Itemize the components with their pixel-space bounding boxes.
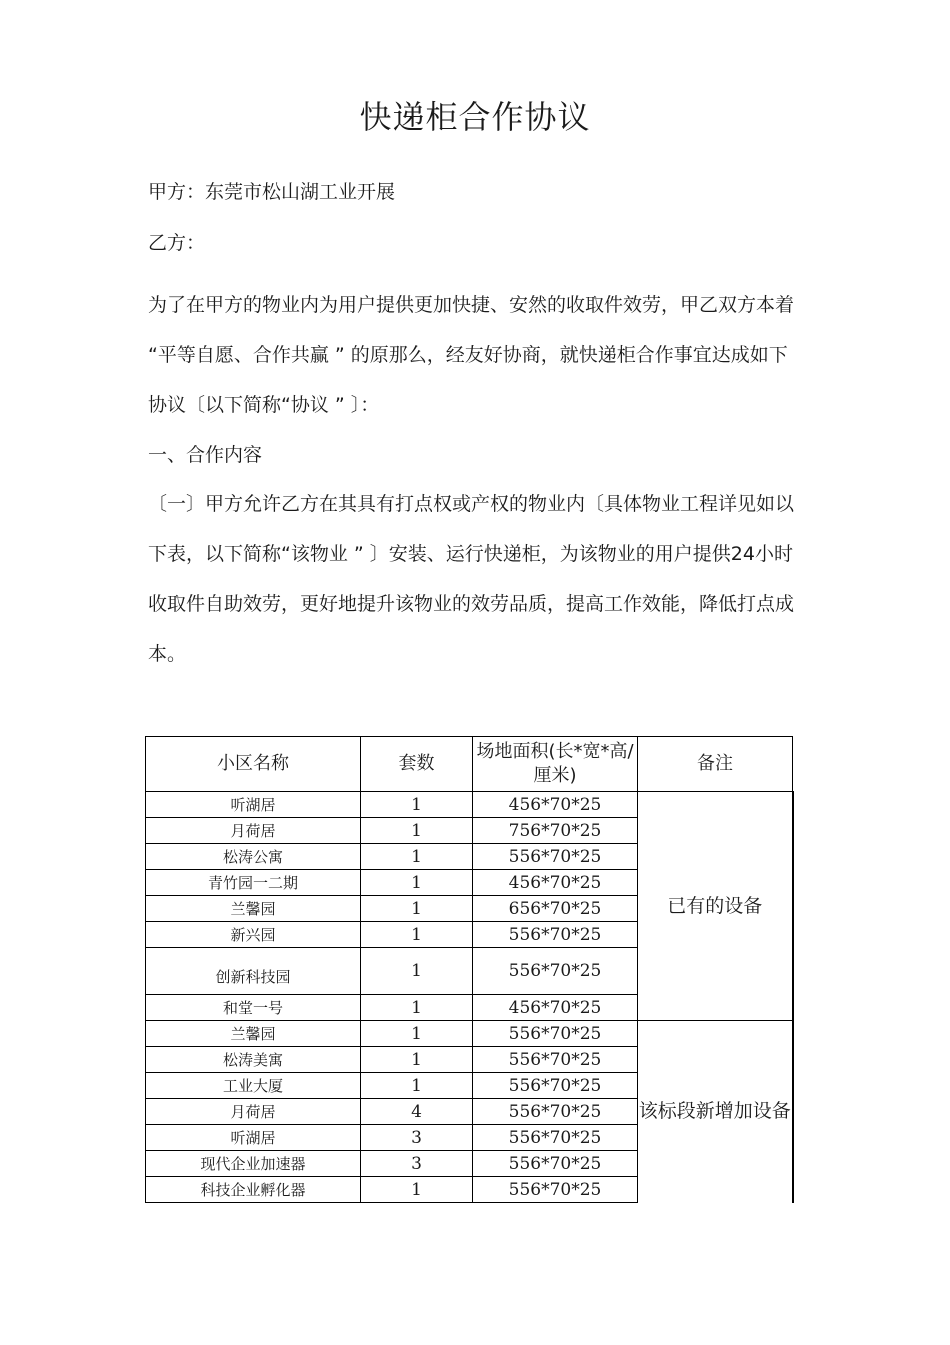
cell-count: 3: [361, 1151, 473, 1177]
section-heading: 一、合作内容: [148, 444, 263, 466]
cell-name: 创新科技园: [146, 948, 361, 995]
document-title: 快递柜合作协议: [359, 98, 591, 136]
cell-area: 556*70*25: [473, 1047, 638, 1073]
cell-name: 和堂一号: [146, 995, 361, 1021]
cell-area: 456*70*25: [473, 870, 638, 896]
cell-count: 1: [361, 792, 473, 818]
cell-count: 1: [361, 1021, 473, 1047]
cell-name: 科技企业孵化器: [146, 1177, 361, 1203]
cell-area: 656*70*25: [473, 896, 638, 922]
cell-count: 1: [361, 896, 473, 922]
cell-count: 1: [361, 818, 473, 844]
cell-area: 556*70*25: [473, 1099, 638, 1125]
cell-name: 月荷居: [146, 818, 361, 844]
cell-area: 556*70*25: [473, 1073, 638, 1099]
cell-name: 兰馨园: [146, 896, 361, 922]
cell-area: 556*70*25: [473, 1151, 638, 1177]
cell-count: 3: [361, 1125, 473, 1151]
cell-count: 1: [361, 948, 473, 995]
cell-area: 456*70*25: [473, 792, 638, 818]
clause-line: 收取件自助效劳，更好地提升该物业的效劳品质，提高工作效能，降低打点成: [148, 593, 795, 615]
intro-line: 为了在甲方的物业内为用户提供更加快捷、安然的收取件效劳，甲乙双方本着: [148, 294, 795, 316]
intro-line: “平等自愿、合作共赢 ” 的原那么，经友好协商，就快递柜合作事宜达成如下: [148, 344, 788, 366]
cell-name: 听湖居: [146, 792, 361, 818]
cell-count: 1: [361, 1073, 473, 1099]
intro-line: 协议〔以下简称“协议 ” 〕：: [148, 394, 380, 416]
cell-area: 556*70*25: [473, 1125, 638, 1151]
clause-line: 〔一〕甲方允许乙方在其具有打点权或产权的物业内〔具体物业工程详见如以: [148, 493, 795, 515]
cell-count: 1: [361, 844, 473, 870]
party-b-line: 乙方：: [148, 232, 206, 254]
cell-area: 556*70*25: [473, 922, 638, 948]
cell-name: 松涛美寓: [146, 1047, 361, 1073]
cell-area: 756*70*25: [473, 818, 638, 844]
clause-line: 本。: [148, 643, 187, 665]
cell-area: 456*70*25: [473, 995, 638, 1021]
property-table: [145, 736, 794, 1203]
cell-count: 1: [361, 870, 473, 896]
cell-area: 556*70*25: [473, 1021, 638, 1047]
cell-name: 兰馨园: [146, 1021, 361, 1047]
clause-line: 下表，以下简称“该物业 ” 〕安装、运行快递柜，为该物业的用户提供24小时: [148, 543, 793, 565]
cell-area: 556*70*25: [473, 1177, 638, 1203]
cell-count: 1: [361, 922, 473, 948]
cell-count: 4: [361, 1099, 473, 1125]
header-area: 场地面积(长*宽*高/厘米): [473, 737, 638, 792]
cell-count: 1: [361, 1047, 473, 1073]
cell-name: 松涛公寓: [146, 844, 361, 870]
cell-name: 听湖居: [146, 1125, 361, 1151]
header-count: 套数: [361, 737, 473, 792]
cell-name: 工业大厦: [146, 1073, 361, 1099]
cell-name: 现代企业加速器: [146, 1151, 361, 1177]
header-name: 小区名称: [146, 737, 361, 792]
cell-area: 556*70*25: [473, 844, 638, 870]
cell-name: 新兴园: [146, 922, 361, 948]
cell-count: 1: [361, 995, 473, 1021]
table-row: [146, 1021, 793, 1047]
cell-area: 556*70*25: [473, 948, 638, 995]
table-header-row: [146, 737, 793, 792]
table-row: [146, 792, 793, 818]
group-note: 该标段新增加设备: [638, 1021, 793, 1203]
party-a-line: 甲方：东莞市松山湖工业开展: [148, 181, 396, 203]
cell-name: 青竹园一二期: [146, 870, 361, 896]
header-note: 备注: [638, 737, 793, 792]
cell-name: 月荷居: [146, 1099, 361, 1125]
cell-count: 1: [361, 1177, 473, 1203]
group-note: 已有的设备: [638, 792, 793, 1021]
